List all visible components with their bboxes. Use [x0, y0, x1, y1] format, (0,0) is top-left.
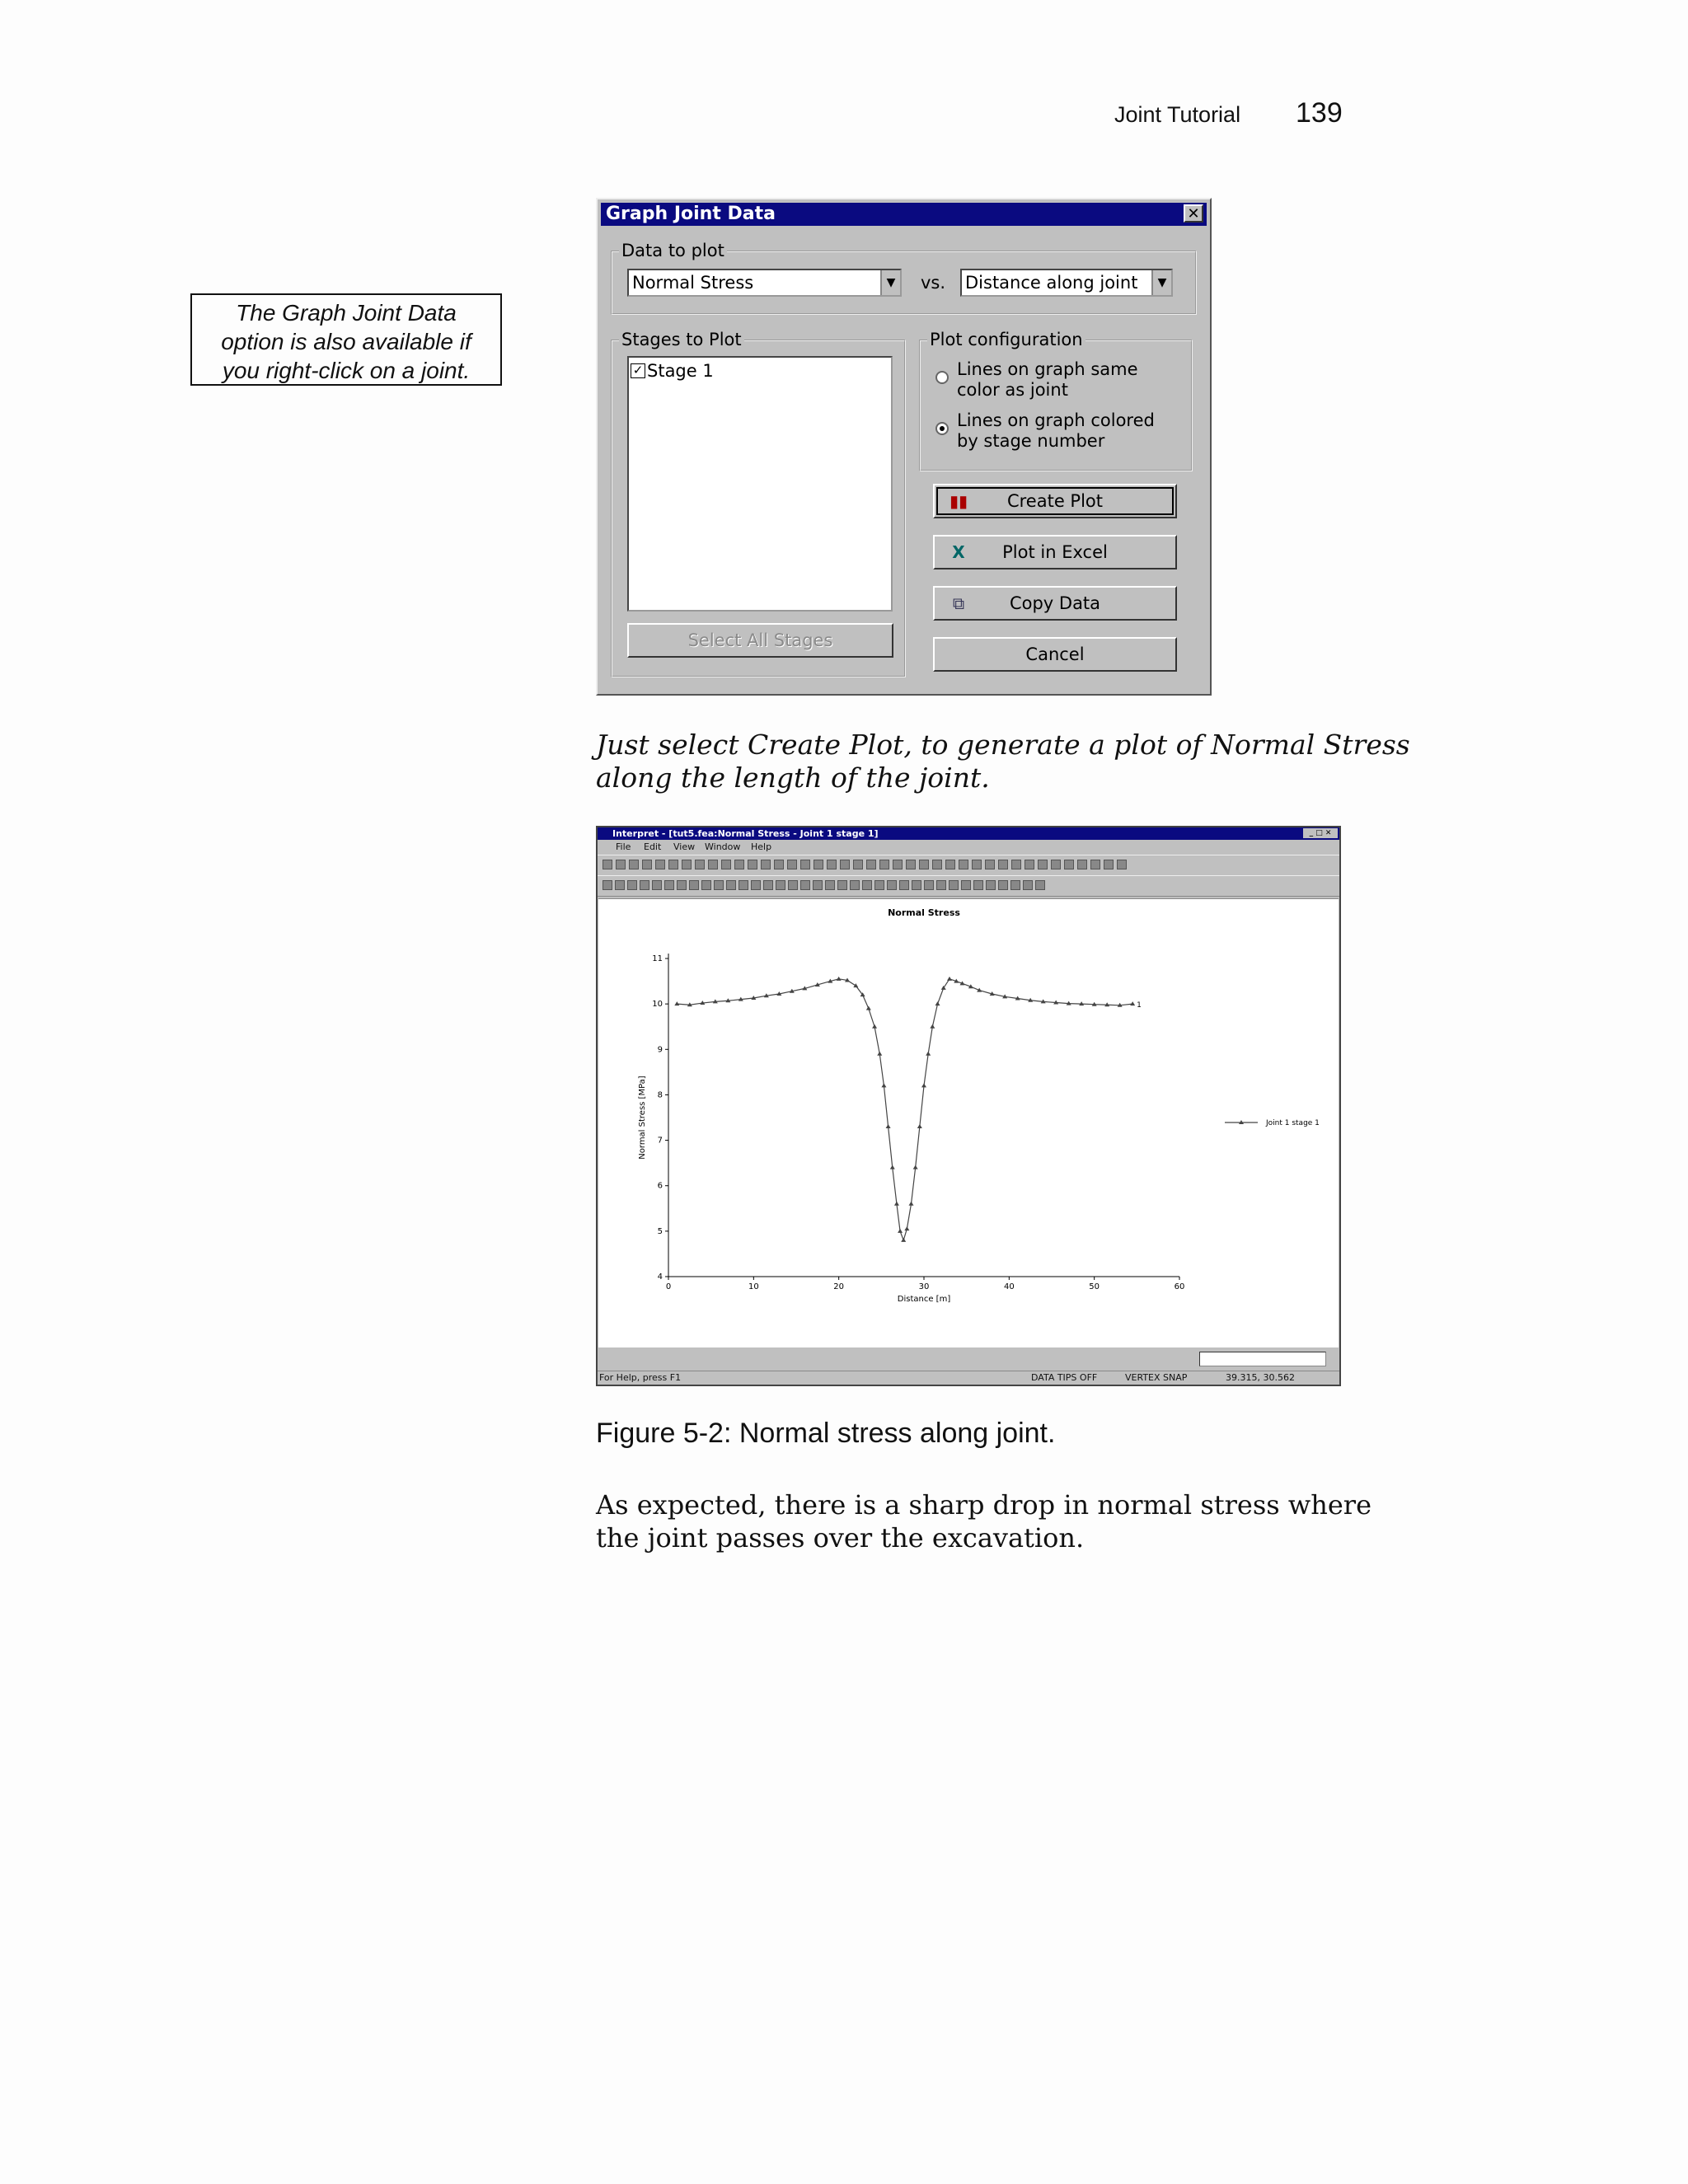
x-tick-label: 30	[918, 1282, 930, 1291]
toolbar-button-icon[interactable]	[1010, 880, 1020, 890]
toolbar-button-icon[interactable]	[1104, 860, 1114, 869]
main-toolbar	[598, 855, 1339, 876]
toolbar-button-icon[interactable]	[879, 860, 889, 869]
toolbar-button-icon[interactable]	[1064, 860, 1074, 869]
toolbar-button-icon[interactable]	[972, 860, 982, 869]
margin-note-line: you right-click on a joint.	[222, 358, 471, 383]
stage-label: Stage 1	[647, 361, 714, 381]
toolbar-button-icon[interactable]	[874, 880, 884, 890]
toolbar-button-icon[interactable]	[919, 860, 929, 869]
body-text-line: As expected, there is a sharp drop in normal stress where	[596, 1489, 1372, 1521]
data-point	[837, 977, 842, 981]
chevron-down-icon[interactable]: ▼	[880, 270, 900, 295]
x-axis-label: Distance [m]	[897, 1295, 951, 1304]
status-bar	[598, 1371, 1339, 1385]
toolbar-button-icon[interactable]	[695, 860, 705, 869]
toolbar-button-icon[interactable]	[862, 880, 872, 890]
data-point	[886, 1124, 891, 1128]
figure-caption: Figure 5-2: Normal stress along joint.	[596, 1418, 1056, 1449]
data-point	[935, 1001, 940, 1005]
coord-input[interactable]	[1199, 1352, 1326, 1366]
toolbar-button-icon[interactable]	[615, 880, 625, 890]
toolbar-button-icon[interactable]	[866, 860, 876, 869]
toolbar-button-icon[interactable]	[734, 860, 744, 869]
close-icon[interactable]: ✕	[1184, 204, 1203, 223]
toolbar-button-icon[interactable]	[751, 880, 761, 890]
data-point	[917, 1124, 922, 1128]
data-point	[674, 1001, 679, 1005]
group-label: Data to plot	[619, 241, 727, 260]
copy-icon: ⧉	[952, 593, 965, 613]
toolbar-button-icon[interactable]	[1051, 860, 1061, 869]
option-same-color-label	[957, 359, 1138, 401]
select-all-stages-button[interactable]: Select All Stages	[627, 623, 893, 658]
group-label: Stages to Plot	[619, 330, 744, 349]
toolbar-button-icon[interactable]	[642, 860, 652, 869]
margin-note-line: option is also available if	[221, 329, 471, 354]
interpret-window	[596, 826, 1341, 1386]
running-header-title: Joint Tutorial	[1114, 102, 1241, 127]
stages-list[interactable]	[627, 356, 893, 612]
toolbar-button-icon[interactable]	[682, 860, 692, 869]
toolbar-button-icon[interactable]	[776, 880, 785, 890]
toolbar-button-icon[interactable]	[936, 880, 946, 890]
label-line: Lines on graph same	[957, 359, 1138, 379]
toolbar-button-icon[interactable]	[998, 860, 1008, 869]
dialog-title: Graph Joint Data	[606, 204, 776, 224]
copy-data-button[interactable]	[933, 586, 1177, 621]
app-title: Interpret - [tut5.fea:Normal Stress - Joint 1 stage 1]	[612, 828, 879, 839]
app-titlebar	[598, 827, 1339, 840]
toolbar-button-icon[interactable]	[1035, 880, 1045, 890]
create-plot-button[interactable]	[933, 484, 1177, 518]
y-tick-label: 8	[657, 1090, 663, 1100]
toolbar-button-icon[interactable]	[652, 880, 662, 890]
label-line: color as joint	[957, 380, 1068, 400]
normal-stress-chart	[598, 899, 1339, 1347]
page-number: 139	[1296, 97, 1343, 129]
toolbar-button-icon[interactable]	[825, 880, 835, 890]
toolbar-button-icon[interactable]	[959, 860, 968, 869]
data-point	[947, 977, 952, 981]
toolbar-button-icon[interactable]	[814, 860, 823, 869]
y-tick-label: 5	[657, 1226, 663, 1236]
caption-line: Just select Create Plot, to generate a plot of Normal Stress	[596, 729, 1410, 761]
toolbar-button-icon[interactable]	[603, 880, 612, 890]
toolbar-button-icon[interactable]	[1023, 880, 1033, 890]
toolbar-button-icon[interactable]	[616, 860, 626, 869]
create-plot-label: Create Plot	[1006, 491, 1104, 511]
toolbar-button-icon[interactable]	[668, 860, 678, 869]
data-point	[877, 1052, 882, 1056]
menu-help[interactable]: Help	[751, 841, 772, 852]
menu-edit[interactable]: Edit	[644, 841, 662, 852]
toolbar-button-icon[interactable]	[850, 880, 860, 890]
plot-in-excel-label: Plot in Excel	[1002, 542, 1108, 562]
toolbar-button-icon[interactable]	[986, 880, 996, 890]
toolbar-button-icon[interactable]	[761, 860, 771, 869]
y-data-select[interactable]	[627, 269, 902, 297]
menu-window[interactable]: Window	[705, 841, 741, 852]
toolbar-button-icon[interactable]	[1117, 860, 1127, 869]
status-coordinates: 39.315, 30.562	[1226, 1372, 1295, 1383]
toolbar-button-icon[interactable]	[788, 880, 798, 890]
toolbar-button-icon[interactable]	[1011, 860, 1021, 869]
cancel-button[interactable]: Cancel	[933, 637, 1177, 672]
graph-joint-data-dialog	[596, 198, 1212, 696]
x-tick-label: 0	[665, 1282, 672, 1291]
x-tick-label: 20	[833, 1282, 845, 1291]
toolbar-button-icon[interactable]	[893, 860, 903, 869]
toolbar-button-icon[interactable]	[603, 860, 612, 869]
toolbar-button-icon[interactable]	[738, 880, 748, 890]
status-help: For Help, press F1	[599, 1372, 682, 1383]
toolbar-button-icon[interactable]	[714, 880, 724, 890]
margin-note-line: The Graph Joint Data	[236, 300, 457, 326]
toolbar-button-icon[interactable]	[800, 880, 810, 890]
y-data-value: Normal Stress	[632, 273, 754, 293]
data-point	[926, 1052, 931, 1056]
chevron-down-icon[interactable]: ▼	[1151, 270, 1171, 295]
toolbar-button-icon[interactable]	[800, 860, 810, 869]
y-tick-label: 7	[657, 1136, 663, 1146]
x-tick-label: 40	[1003, 1282, 1015, 1291]
plot-in-excel-button[interactable]	[933, 535, 1177, 569]
data-point	[866, 1006, 871, 1010]
toolbar-button-icon[interactable]	[973, 880, 983, 890]
toolbar-button-icon[interactable]	[924, 880, 934, 890]
toolbar-button-icon[interactable]	[640, 880, 649, 890]
y-tick-label: 6	[657, 1181, 663, 1191]
data-point	[901, 1238, 906, 1242]
list-item[interactable]	[631, 361, 714, 381]
toolbar-button-icon[interactable]	[655, 860, 665, 869]
data-point	[930, 1024, 935, 1029]
bar-chart-icon: ▮▮	[949, 491, 968, 511]
toolbar-button-icon[interactable]	[949, 880, 959, 890]
data-point	[913, 1165, 918, 1169]
data-point	[909, 1202, 914, 1206]
data-point	[872, 1024, 877, 1029]
window-controls-icon[interactable]: _ □ ✕	[1303, 828, 1338, 838]
checkbox-checked-icon[interactable]: ✓	[631, 363, 645, 378]
x-tick-label: 50	[1089, 1282, 1100, 1291]
toolbar-button-icon[interactable]	[853, 860, 863, 869]
toolbar-button-icon[interactable]	[1077, 860, 1087, 869]
toolbar-button-icon[interactable]	[1025, 860, 1034, 869]
option-stage-color-label	[957, 410, 1155, 452]
toolbar-button-icon[interactable]	[689, 880, 699, 890]
x-data-select[interactable]	[960, 269, 1173, 297]
plot-area[interactable]	[598, 898, 1339, 1347]
option-same-color-radio[interactable]	[935, 371, 949, 384]
copy-data-label: Copy Data	[1009, 593, 1101, 613]
option-stage-color-radio[interactable]	[935, 422, 949, 435]
excel-icon: X	[952, 542, 965, 562]
data-point	[890, 1165, 895, 1169]
toolbar-button-icon[interactable]	[787, 860, 797, 869]
chart-title: Normal Stress	[888, 907, 960, 918]
toolbar-button-icon[interactable]	[840, 860, 850, 869]
toolbar-button-icon[interactable]	[748, 860, 757, 869]
series-line	[677, 979, 1132, 1240]
y-tick-label: 10	[652, 1000, 663, 1010]
toolbar-button-icon[interactable]	[677, 880, 687, 890]
data-point	[894, 1202, 899, 1206]
toolbar-button-icon[interactable]	[887, 880, 897, 890]
y-tick-label: 4	[657, 1272, 663, 1282]
series-end-label: 1	[1137, 1001, 1142, 1010]
toolbar-button-icon[interactable]	[708, 860, 718, 869]
margin-note	[190, 293, 502, 386]
toolbar-button-icon[interactable]	[837, 880, 847, 890]
y-tick-label: 11	[652, 954, 663, 963]
toolbar-button-icon[interactable]	[945, 860, 955, 869]
body-text-line: the joint passes over the excavation.	[596, 1522, 1085, 1554]
toolbar-button-icon[interactable]	[664, 880, 674, 890]
toolbar-button-icon[interactable]	[961, 880, 971, 890]
status-vertex-snap[interactable]: VERTEX SNAP	[1125, 1372, 1188, 1383]
toolbar-button-icon[interactable]	[701, 880, 711, 890]
toolbar-button-icon[interactable]	[932, 860, 942, 869]
label-line: by stage number	[957, 431, 1105, 451]
y-tick-label: 9	[657, 1045, 663, 1055]
status-data-tips[interactable]: DATA TIPS OFF	[1031, 1372, 1098, 1383]
toolbar-button-icon[interactable]	[629, 860, 639, 869]
menu-file[interactable]: File	[616, 841, 631, 852]
toolbar-button-icon[interactable]	[899, 880, 909, 890]
data-point	[898, 1229, 903, 1233]
menu-view[interactable]: View	[673, 841, 696, 852]
x-tick-label: 60	[1174, 1282, 1185, 1291]
toolbar-button-icon[interactable]	[721, 860, 731, 869]
data-point	[881, 1083, 886, 1087]
y-axis-label: Normal Stress [MPa]	[638, 1076, 647, 1160]
toolbar-button-icon[interactable]	[998, 880, 1008, 890]
vs-label: vs.	[921, 273, 946, 293]
x-tick-label: 10	[748, 1282, 759, 1291]
caption-line: along the length of the joint.	[596, 762, 990, 794]
label-line: Lines on graph colored	[957, 410, 1155, 430]
secondary-toolbar	[598, 875, 1339, 897]
group-label: Plot configuration	[927, 330, 1085, 349]
dialog-titlebar	[601, 203, 1207, 226]
menu-bar	[598, 841, 1339, 854]
data-point	[853, 983, 858, 987]
x-data-value: Distance along joint	[965, 273, 1138, 293]
toolbar-button-icon[interactable]	[774, 860, 784, 869]
toolbar-button-icon[interactable]	[912, 880, 921, 890]
toolbar-button-icon[interactable]	[827, 860, 837, 869]
toolbar-button-icon[interactable]	[763, 880, 773, 890]
data-point	[921, 1083, 926, 1087]
toolbar-button-icon[interactable]	[906, 860, 916, 869]
toolbar-button-icon[interactable]	[1038, 860, 1048, 869]
data-point	[904, 1226, 909, 1230]
toolbar-button-icon[interactable]	[726, 880, 736, 890]
toolbar-button-icon[interactable]	[813, 880, 823, 890]
legend-label: Joint 1 stage 1	[1266, 1119, 1320, 1127]
toolbar-button-icon[interactable]	[1090, 860, 1100, 869]
toolbar-button-icon[interactable]	[627, 880, 637, 890]
data-point	[1130, 1001, 1135, 1005]
toolbar-button-icon[interactable]	[985, 860, 995, 869]
